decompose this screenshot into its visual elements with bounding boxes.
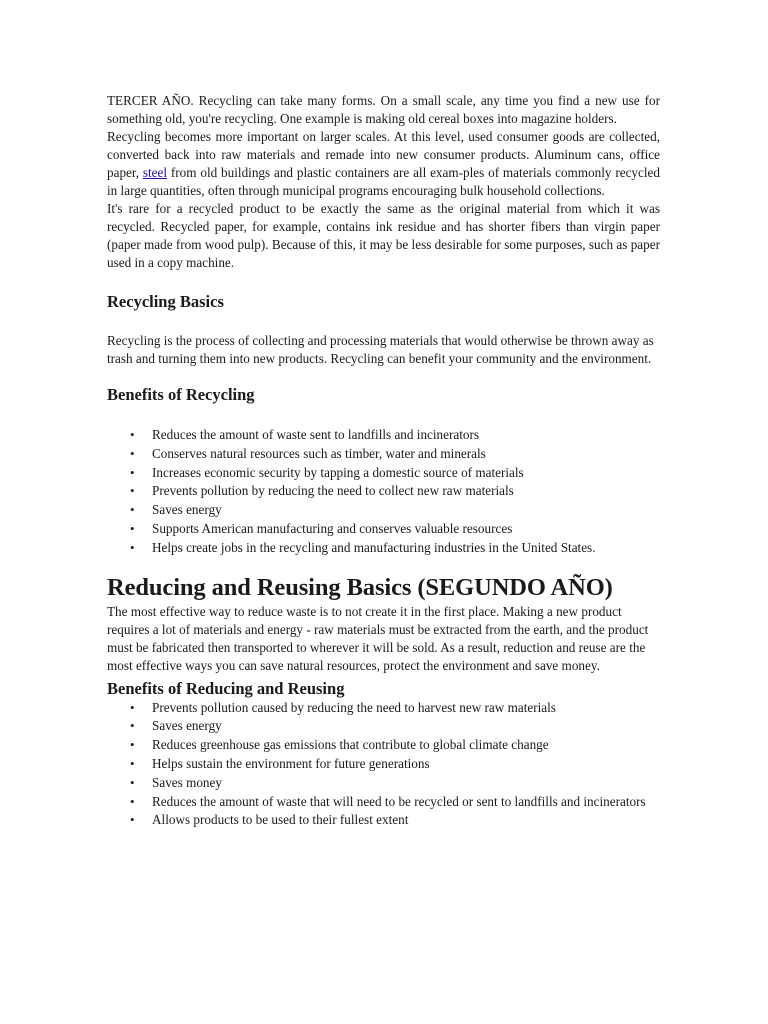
list-item-text: Helps create jobs in the recycling and manufacturing industries in the United States.: [152, 539, 596, 555]
document-page: [107, 92, 660, 830]
list-item: [107, 539, 660, 558]
bullet-icon: •: [130, 539, 135, 555]
list-item: [107, 774, 660, 793]
list-item: [107, 482, 660, 501]
list-item-text: Helps sustain the environment for future generations: [152, 755, 430, 771]
reducing-reusing-paragraph: The most effective way to reduce waste is to not create it in the first place. Making a new product requires a lot of materials and energy - raw materials must be extracted from the earth, and the product must be fabricated then transported to wherever it will be sold. As a result, reduction and reuse are the most effective ways you can save natural resources, protect the environment and save money.: [107, 603, 649, 673]
list-item-text: Prevents pollution by reducing the need to collect new raw materials: [152, 483, 514, 499]
list-item: [107, 699, 660, 718]
benefits-of-recycling-heading: Benefits of Recycling: [107, 385, 255, 404]
list-item-text: Conserves natural resources such as timber, water and minerals: [152, 445, 486, 461]
bullet-icon: •: [130, 755, 135, 771]
recycling-basics-paragraph: Recycling is the process of collecting and processing materials that would otherwise be thrown away as trash and turning them into new products. Recycling can benefit your community and the environment.: [107, 333, 654, 366]
bullet-icon: •: [130, 718, 135, 734]
bullet-icon: •: [130, 502, 135, 518]
list-item-text: Supports American manufacturing and conserves valuable resources: [152, 520, 513, 536]
intro-paragraph-2: [107, 128, 660, 200]
list-item: [107, 755, 660, 774]
bullet-icon: •: [130, 445, 135, 461]
list-item-text: Increases economic security by tapping a domestic source of materials: [152, 464, 524, 480]
bullet-icon: •: [130, 483, 135, 499]
intro-paragraph-1: TERCER AÑO. Recycling can take many forms. On a small scale, any time you find a new use for something old, you're recycling. One example is making old cereal boxes into magazine holders.: [107, 93, 660, 126]
intro-paragraph-2-end: from old buildings and plastic containers are all exam-ples of materials commonly recycled in large quantities, often through municipal programs encouraging bulk household collections.: [107, 165, 660, 198]
list-item: [107, 501, 660, 520]
bullet-icon: •: [130, 427, 135, 442]
list-item-text: Reduces the amount of waste sent to landfills and incinerators: [152, 427, 480, 442]
list-item-text: Prevents pollution caused by reducing the need to harvest new raw materials: [152, 699, 556, 715]
bullet-icon: •: [130, 793, 135, 809]
bullet-icon: •: [130, 774, 135, 790]
recycling-basics-heading: Recycling Basics: [107, 292, 224, 311]
reducing-reusing-heading: Reducing and Reusing Basics (SEGUNDO AÑO): [107, 573, 613, 601]
list-item-text: Reduces greenhouse gas emissions that contribute to global climate change: [152, 737, 549, 753]
list-item-text: Reduces the amount of waste that will need to be recycled or sent to landfills and incinerators: [152, 793, 646, 809]
list-item-text: Saves energy: [152, 502, 222, 518]
list-item: [107, 464, 660, 483]
intro-paragraph-2-start: Recycling becomes more important on larger scales. At this level, used consumer goods are collected, converted back into raw materials and remade into new consumer products. Aluminum cans, office paper,: [107, 129, 660, 180]
list-item: [107, 736, 660, 755]
benefits-reducing-reusing-heading: Benefits of Reducing and Reusing: [107, 678, 345, 698]
bullet-icon: •: [130, 812, 135, 828]
benefits-of-recycling-list: [107, 426, 660, 558]
steel-link[interactable]: steel: [142, 165, 168, 180]
bullet-icon: •: [130, 699, 135, 715]
list-item: [107, 717, 660, 736]
benefits-reducing-reusing-list: [107, 699, 660, 831]
bullet-icon: •: [130, 464, 135, 480]
bullet-icon: •: [130, 737, 135, 753]
list-item-text: Saves energy: [152, 718, 222, 734]
bullet-icon: •: [130, 520, 135, 536]
list-item-text: Saves money: [152, 774, 222, 790]
list-item: [107, 811, 660, 830]
list-item: [107, 445, 660, 464]
intro-paragraph-3: It's rare for a recycled product to be exactly the same as the original material from which it was recycled. Recycled paper, for example, contains ink residue and has shorter fibers than virgin paper (paper made from wood pulp). Because of this, it may be less desirable for some purposes, such as paper used in a copy machine.: [107, 201, 660, 270]
list-item: [107, 520, 660, 539]
list-item-text: Allows products to be used to their fullest extent: [152, 812, 409, 828]
list-item: [107, 793, 660, 812]
list-item: [107, 426, 660, 445]
